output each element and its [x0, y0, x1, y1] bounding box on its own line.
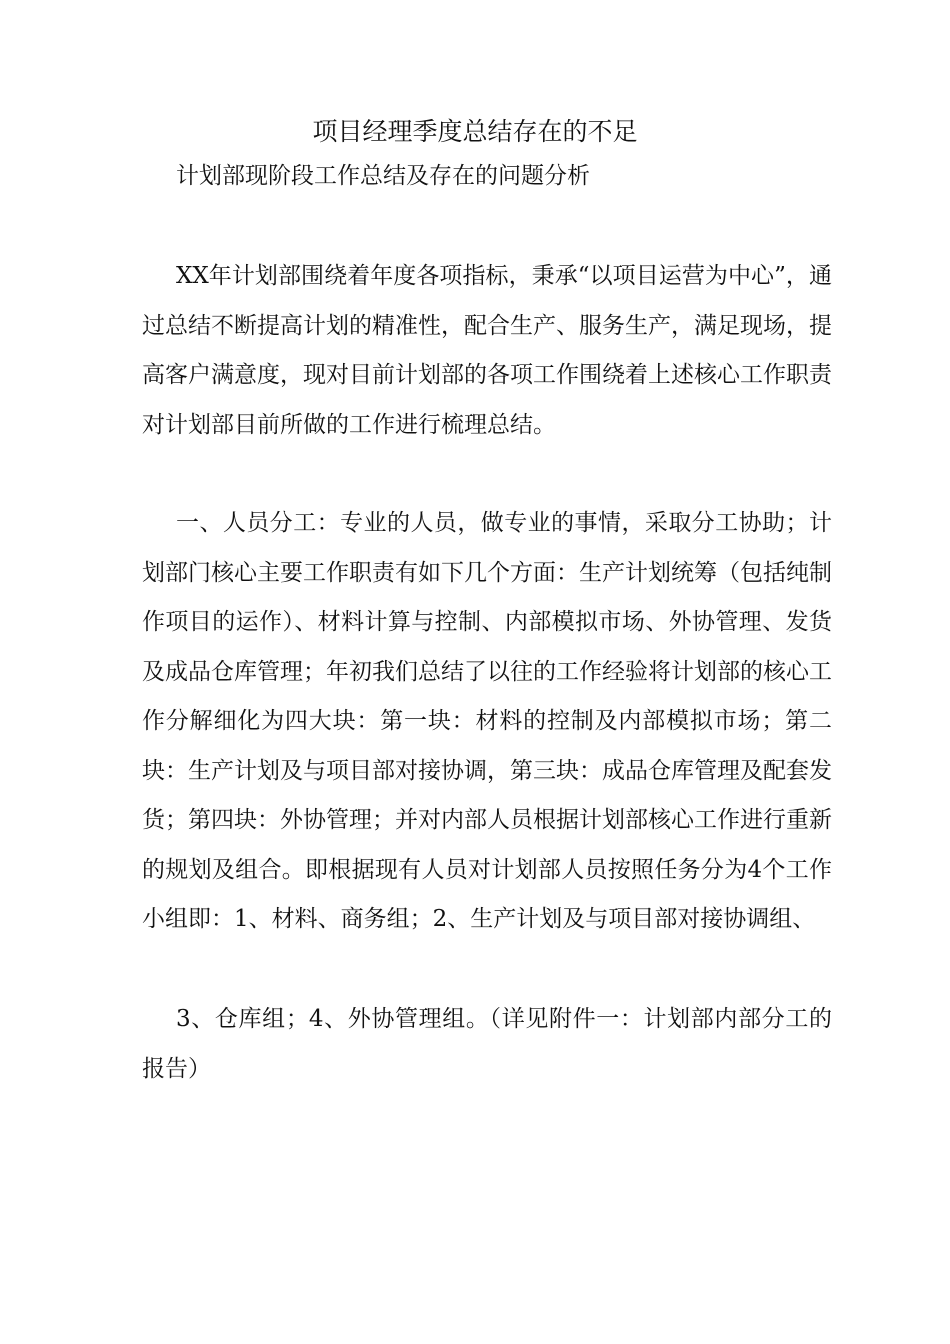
paragraph-groups-continued: 3、仓库组；4、外协管理组。（详见附件一：计划部内部分工的报告）	[142, 1006, 832, 1082]
document-subtitle: 计划部现阶段工作总结及存在的问题分析	[176, 163, 590, 189]
paragraph-intro: XX年计划部围绕着年度各项指标，秉承“以项目运营为中心”，通过总结不断提高计划的精准性，配合生产、服务生产，满足现场，提高客户满意度，现对目前计划部的各项工作围绕着上述核心工作职责对计划部目前所做的工作进行梳理总结。	[142, 263, 832, 438]
document-title: 项目经理季度总结存在的不足	[312, 117, 638, 146]
paragraph-staff-division: 一、人员分工：专业的人员，做专业的事情，采取分工协助；计划部门核心主要工作职责有如下几个方面：生产计划统筹（包括纯制作项目的运作）、材料计算与控制、内部模拟市场、外协管理、发货及成品仓库管理；年初我们总结了以往的工作经验将计划部的核心工作分解细化为四大块：第一块：材料的控制及内部模拟市场；第二块：生产计划及与项目部对接协调，第三块：成品仓库管理及配套发货；第四块：外协管理；并对内部人员根据计划部核心工作进行重新的规划及组合。即根据现有人员对计划部人员按照任务分为4个工作小组即：1、材料、商务组；2、生产计划及与项目部对接协调组、	[142, 510, 832, 932]
